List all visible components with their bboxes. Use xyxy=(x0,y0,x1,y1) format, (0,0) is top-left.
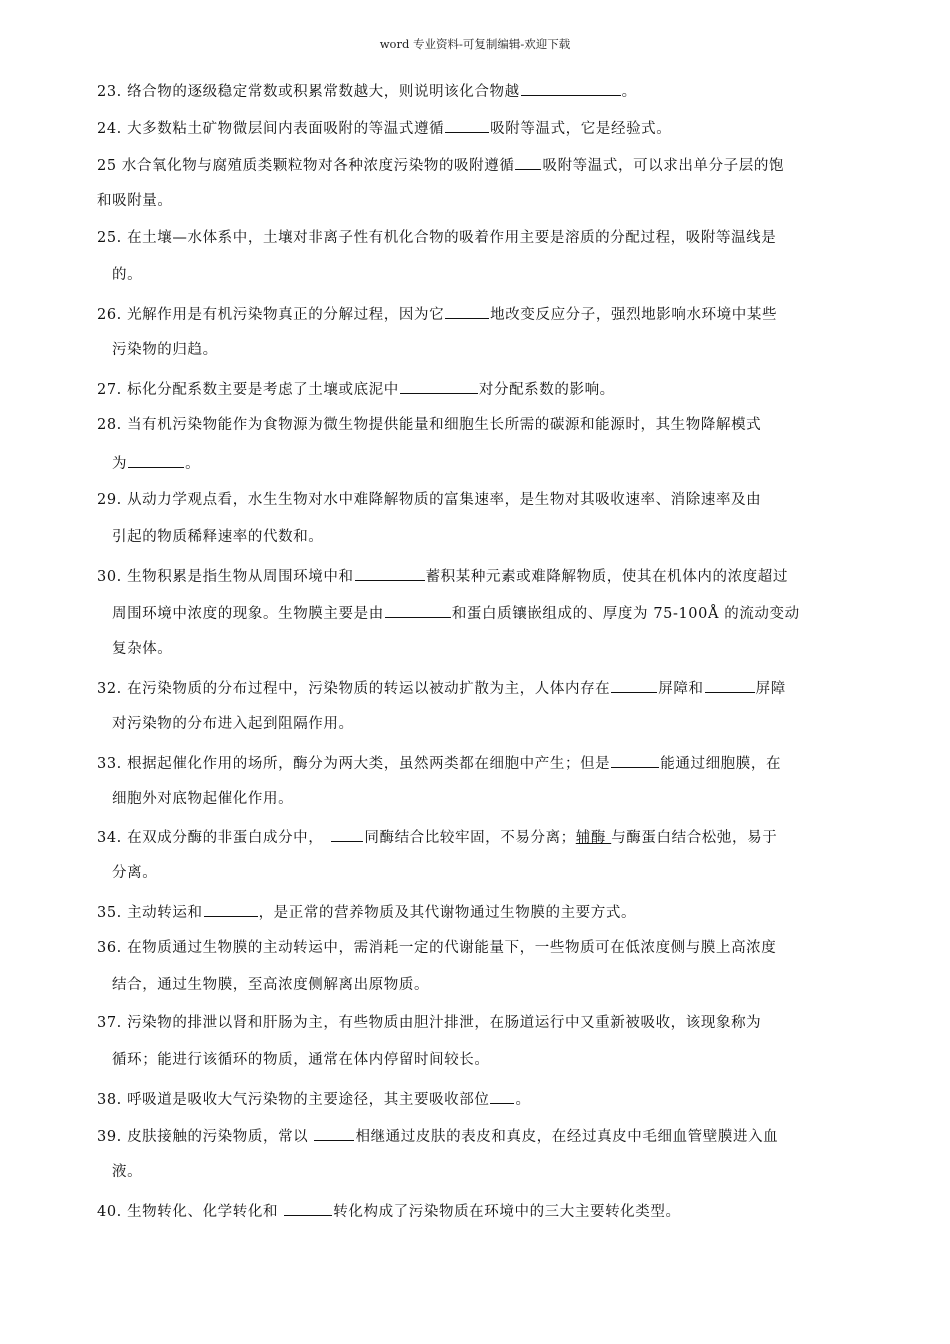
question-text: 引起的物质稀释速率的代数和。 xyxy=(112,529,324,545)
question-text: 27. 标化分配系数主要是考虑了土壤或底泥中 xyxy=(97,382,399,398)
answer-blank xyxy=(611,677,657,693)
question-30 xyxy=(97,565,857,676)
question-text: 分离。 xyxy=(112,865,158,881)
question-text: 与酶蛋白结合松弛，易于 xyxy=(611,830,778,846)
question-text: 35. 主动转运和 xyxy=(97,905,203,921)
answer-blank xyxy=(445,303,489,319)
answer-blank xyxy=(284,1200,332,1216)
question-text: 23. 络合物的逐级稳定常数或积累常数越大，则说明该化合物越 xyxy=(97,84,520,100)
answer-blank xyxy=(400,378,478,394)
question-39 xyxy=(97,1125,857,1199)
answer-blank xyxy=(355,565,425,581)
question-28 xyxy=(97,415,857,489)
question-27 xyxy=(97,378,857,415)
answer-blank xyxy=(385,602,451,618)
question-34 xyxy=(97,826,857,900)
question-text: 和蛋白质镶嵌组成的、厚度为 75-100Å 的流动变动 xyxy=(451,606,800,622)
answer-blank xyxy=(515,154,541,170)
answer-blank xyxy=(128,452,184,468)
question-text: 40. 生物转化、化学转化和 xyxy=(97,1204,284,1220)
question-text: 。 xyxy=(185,456,201,472)
question-36 xyxy=(97,938,857,1012)
question-text: 26. 光解作用是有机污染物真正的分解过程，因为它 xyxy=(97,307,445,323)
question-text: 转化构成了污染物质在环境中的三大主要转化类型。 xyxy=(333,1204,681,1220)
question-text: 液。 xyxy=(112,1164,143,1180)
question-text: 循环；能进行该循环的物质，通常在体内停留时间较长。 xyxy=(112,1052,490,1068)
question-text: 25 水合氧化物与腐殖质类颗粒物对各种浓度污染物的吸附遵循 xyxy=(97,158,515,174)
answer-blank xyxy=(611,752,659,768)
question-text: 。 xyxy=(515,1092,531,1108)
question-25b xyxy=(97,228,857,302)
question-text: 34. 在双成分酶的非蛋白成分中， xyxy=(97,830,324,846)
question-25a xyxy=(97,154,857,228)
question-23 xyxy=(97,80,857,117)
question-text: 周围环境中浓度的现象。生物膜主要是由 xyxy=(112,606,384,622)
question-33 xyxy=(97,752,857,826)
question-text: 38. 呼吸道是吸收大气污染物的主要途径，其主要吸收部位 xyxy=(97,1092,490,1108)
question-text: 29. 从动力学观点看，水生生物对水中难降解物质的富集速率，是生物对其吸收速率、消除速率及由 xyxy=(97,492,762,508)
answer-blank xyxy=(521,80,621,96)
question-38 xyxy=(97,1088,857,1125)
question-text: 对污染物的分布进入起到阻隔作用。 xyxy=(112,716,354,732)
question-37 xyxy=(97,1013,857,1087)
answer-blank xyxy=(331,826,363,842)
question-text: 细胞外对底物起催化作用。 xyxy=(112,791,294,807)
question-text: 污染物的归趋。 xyxy=(112,342,218,358)
question-text: 地改变反应分子，强烈地影响水环境中某些 xyxy=(490,307,778,323)
answer-blank xyxy=(705,677,755,693)
question-text: 复杂体。 xyxy=(112,641,173,657)
question-text: 为 xyxy=(112,456,128,472)
question-text: 32. 在污染物质的分布过程中，污染物质的转运以被动扩散为主，人体内存在 xyxy=(97,681,611,697)
question-text: 能通过细胞膜，在 xyxy=(660,756,782,772)
question-40 xyxy=(97,1200,857,1237)
question-text: 33. 根据起催化作用的场所，酶分为两大类，虽然两类都在细胞中产生；但是 xyxy=(97,756,611,772)
question-text: 同酶结合比较牢固，不易分离； xyxy=(364,830,576,846)
question-text: 屏障 xyxy=(755,681,786,697)
question-text: 30. 生物积累是指生物从周围环境中和 xyxy=(97,569,354,585)
question-text: 的。 xyxy=(112,267,143,283)
question-text: 对分配系数的影响。 xyxy=(478,382,615,398)
answer-blank xyxy=(490,1088,514,1104)
question-text: 。 xyxy=(621,84,637,100)
answer-blank xyxy=(204,901,258,917)
question-text: 24. 大多数粘土矿物微层间内表面吸附的等温式遵循 xyxy=(97,121,445,137)
question-text: 37. 污染物的排泄以肾和肝肠为主，有些物质由胆汁排泄，在肠道运行中又重新被吸收，该现象称为 xyxy=(97,1015,762,1031)
question-text: 39. 皮肤接触的污染物质，常以 xyxy=(97,1129,314,1145)
question-text: 吸附等温式，它是经验式。 xyxy=(490,121,672,137)
answer-blank xyxy=(314,1125,354,1141)
question-26 xyxy=(97,303,857,377)
page-header: word 专业资料-可复制编辑-欢迎下载 xyxy=(379,37,571,51)
question-text: ，是正常的营养物质及其代谢物通过生物膜的主要方式。 xyxy=(258,905,637,921)
question-text: 25. 在土壤—水体系中，土壤对非离子性有机化合物的吸着作用主要是溶质的分配过程，吸附等温线是 xyxy=(97,230,777,246)
question-text: 28. 当有机污染物能作为食物源为微生物提供能量和细胞生长所需的碳源和能源时，其生物降解模式 xyxy=(97,417,762,433)
question-32 xyxy=(97,677,857,751)
answer-coenzyme: 辅酶 xyxy=(575,830,612,846)
question-29 xyxy=(97,490,857,564)
question-24 xyxy=(97,117,857,154)
question-text: 和吸附量。 xyxy=(97,193,173,209)
question-text: 36. 在物质通过生物膜的主动转运中，需消耗一定的代谢能量下，一些物质可在低浓度侧与膜上高浓度 xyxy=(97,940,777,956)
question-text: 相继通过皮肤的表皮和真皮，在经过真皮中毛细血管壁膜进入血 xyxy=(355,1129,779,1145)
question-text: 结合，通过生物膜，至高浓度侧解离出原物质。 xyxy=(112,977,430,993)
answer-blank xyxy=(445,117,489,133)
question-text: 屏障和 xyxy=(658,681,704,697)
question-text: 吸附等温式，可以求出单分子层的饱 xyxy=(542,158,785,174)
question-35 xyxy=(97,901,857,938)
question-text: 蓄积某种元素或难降解物质，使其在机体内的浓度超过 xyxy=(425,569,788,585)
